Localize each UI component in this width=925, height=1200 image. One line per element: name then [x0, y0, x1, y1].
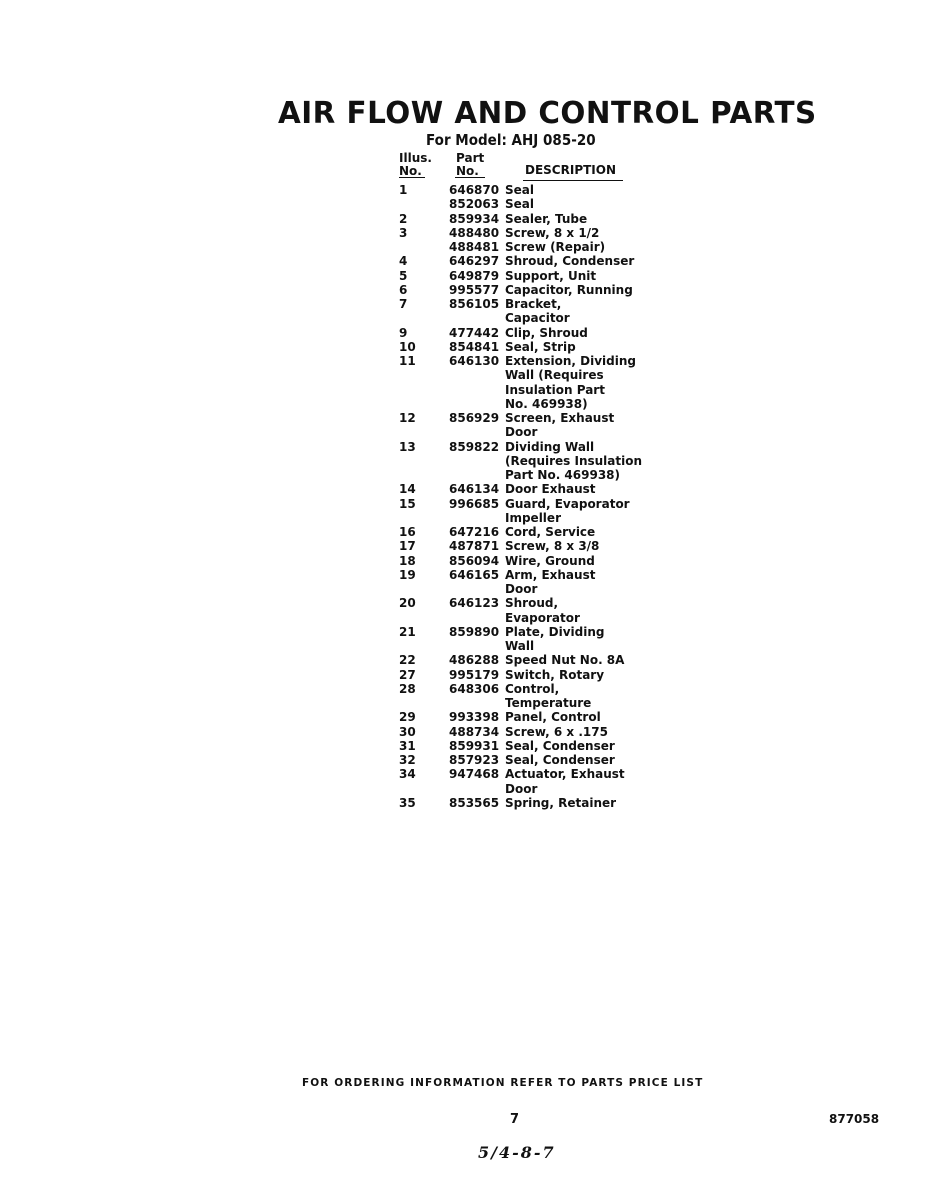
- illus-number: 32: [399, 753, 416, 767]
- description-line: Support, Unit: [505, 268, 597, 283]
- description-line: Screen, Exhaust: [505, 411, 615, 425]
- part-description: [505, 226, 639, 240]
- part-number: 852063: [449, 197, 500, 212]
- description-line: Screw (Repair): [505, 240, 606, 254]
- table-row: [399, 269, 639, 283]
- description-line: Wire, Ground: [505, 553, 595, 568]
- illus-number: 3: [399, 225, 408, 240]
- description-line: Bracket,: [505, 297, 562, 311]
- description-line: Spring, Retainer: [505, 795, 617, 810]
- table-row: [399, 411, 639, 440]
- illus-number: 17: [399, 539, 416, 554]
- parts-table: [399, 183, 643, 810]
- description-line: Temperature: [505, 696, 592, 710]
- illus-number: 30: [399, 724, 416, 739]
- table-row: [399, 682, 639, 711]
- model-subtitle: For Model: AHJ 085-20: [426, 131, 596, 149]
- part-number: 854841: [449, 339, 500, 354]
- table-row: [399, 254, 639, 268]
- part-number: 488480: [449, 225, 500, 240]
- illus-number: 35: [399, 795, 416, 810]
- illus-number: [399, 240, 449, 254]
- table-row: [399, 596, 639, 625]
- illus-number: 15: [399, 496, 416, 511]
- description-line: Screw, 8 x 1/2: [505, 225, 600, 240]
- table-row: [399, 354, 639, 411]
- description-line: Door: [505, 781, 538, 796]
- description-line: Door: [505, 425, 538, 440]
- description-line: Dividing Wall: [505, 439, 595, 454]
- part-description: [505, 283, 639, 297]
- description-line: Insulation Part: [505, 382, 605, 397]
- part-description: [505, 625, 639, 654]
- part-no-header: Part No.: [456, 151, 485, 178]
- part-number: 649879: [449, 268, 500, 283]
- table-row: [399, 625, 639, 654]
- table-row: [399, 554, 639, 568]
- illus-number: 34: [399, 767, 416, 782]
- part-description: [505, 767, 639, 796]
- part-description: [505, 796, 639, 810]
- part-description: [505, 725, 639, 739]
- table-row: [399, 439, 643, 483]
- illus-number: 22: [399, 653, 416, 668]
- description-line: Speed Nut No. 8A: [505, 653, 625, 668]
- table-row: [399, 197, 639, 211]
- table-row: [399, 226, 639, 240]
- handwritten-note: 5/4-8-7: [478, 1143, 556, 1162]
- header-underline-description: [523, 180, 623, 181]
- description-line: Evaporator: [505, 610, 580, 625]
- part-number: 648306: [449, 681, 500, 696]
- illus-number: 10: [399, 339, 416, 354]
- part-number: 486288: [449, 653, 500, 668]
- part-number: 856105: [449, 297, 500, 311]
- header-underline-part: [455, 177, 485, 178]
- table-row: [399, 796, 639, 810]
- part-description: [505, 340, 639, 354]
- description-line: Door: [505, 582, 538, 596]
- description-line: Sealer, Tube: [505, 211, 588, 226]
- description-line: Control,: [505, 681, 560, 696]
- part-number: 947468: [449, 767, 500, 782]
- document-number: 877058: [829, 1112, 880, 1126]
- part-description: [505, 682, 639, 711]
- illus-number: 11: [399, 354, 416, 368]
- page-title: AIR FLOW AND CONTROL PARTS: [278, 96, 817, 131]
- description-line: Capacitor: [505, 311, 570, 326]
- table-row: [399, 710, 639, 724]
- table-row: [399, 767, 639, 796]
- part-description: [505, 354, 639, 411]
- table-row: [399, 539, 639, 553]
- table-row: [399, 497, 639, 526]
- table-row: [399, 283, 639, 297]
- illus-number: 14: [399, 482, 416, 497]
- illus-number: 12: [399, 411, 416, 425]
- illus-number: 31: [399, 738, 416, 753]
- description-line: Switch, Rotary: [505, 667, 605, 682]
- part-description: [505, 297, 639, 326]
- part-description: [505, 596, 639, 625]
- part-description: [505, 710, 639, 724]
- illus-number: 16: [399, 525, 416, 539]
- description-line: Cord, Service: [505, 525, 596, 539]
- part-description: [505, 668, 639, 682]
- description-line: No. 469938): [505, 396, 588, 411]
- part-number: 993398: [449, 710, 500, 725]
- description-line: Door Exhaust: [505, 482, 596, 497]
- illus-number: 20: [399, 596, 416, 611]
- part-number: 857923: [449, 753, 500, 767]
- table-row: [399, 340, 639, 354]
- part-description: [505, 197, 639, 211]
- table-row: [399, 739, 639, 753]
- table-row: [399, 753, 639, 767]
- part-number: 488734: [449, 724, 500, 739]
- part-number: 995577: [449, 282, 500, 297]
- description-line: Wall (Requires: [505, 368, 604, 383]
- part-description: [505, 653, 639, 667]
- description-line: Screw, 8 x 3/8: [505, 539, 600, 554]
- table-row: [399, 568, 639, 597]
- description-line: Seal, Condenser: [505, 753, 615, 767]
- part-number: 856094: [449, 553, 500, 568]
- header-underline-illus: [399, 177, 425, 178]
- part-description: [505, 497, 639, 526]
- description-line: Impeller: [505, 510, 561, 525]
- table-row: [399, 212, 639, 226]
- part-number: 859890: [449, 624, 500, 639]
- description-line: Seal: [505, 197, 534, 212]
- part-number: 996685: [449, 496, 500, 511]
- ordering-footer: FOR ORDERING INFORMATION REFER TO PARTS PRICE LIST: [302, 1077, 704, 1089]
- part-number: 646123: [449, 596, 500, 611]
- illus-number: 29: [399, 710, 416, 725]
- table-row: [399, 525, 639, 539]
- illus-number: 28: [399, 681, 416, 696]
- illus-number: 13: [399, 439, 416, 454]
- part-number: 859822: [449, 439, 500, 454]
- illus-number: [399, 197, 449, 211]
- description-line: Screw, 6 x .175: [505, 724, 608, 739]
- description-line: Clip, Shroud: [505, 325, 588, 340]
- description-line: Capacitor, Running: [505, 282, 633, 297]
- part-number: 646165: [449, 567, 500, 582]
- part-description: [505, 411, 639, 440]
- illus-number: 19: [399, 567, 416, 582]
- part-number: 646870: [449, 183, 500, 197]
- description-line: Seal, Strip: [505, 339, 576, 354]
- description-line: Panel, Control: [505, 710, 601, 725]
- part-description: [505, 482, 639, 496]
- description-line: Seal, Condenser: [505, 738, 615, 753]
- description-line: Shroud,: [505, 596, 559, 611]
- part-number: 646130: [449, 354, 500, 368]
- part-number: 646297: [449, 254, 500, 269]
- part-description: [505, 254, 639, 268]
- part-number: 647216: [449, 525, 500, 539]
- part-description: [505, 326, 639, 340]
- description-line: Shroud, Condenser: [505, 254, 635, 269]
- part-description: [505, 212, 639, 226]
- illus-number: 27: [399, 667, 416, 682]
- illus-number: 9: [399, 325, 408, 340]
- part-description: [505, 240, 639, 254]
- illus-number: 2: [399, 211, 408, 226]
- part-description: [505, 440, 642, 483]
- table-row: [399, 326, 639, 340]
- description-line: Plate, Dividing: [505, 624, 605, 639]
- part-number: 477442: [449, 325, 500, 340]
- illus-number: 7: [399, 297, 408, 311]
- part-number: 487871: [449, 539, 500, 554]
- part-description: [505, 568, 639, 597]
- part-number: 856929: [449, 411, 500, 425]
- description-line: (Requires Insulation: [505, 453, 643, 468]
- part-number: 488481: [449, 240, 500, 254]
- illus-number: 6: [399, 282, 408, 297]
- table-row: [399, 183, 639, 197]
- part-number: 646134: [449, 482, 500, 497]
- illus-number: 4: [399, 254, 408, 269]
- description-line: Seal: [505, 183, 534, 197]
- description-line: Wall: [505, 639, 535, 653]
- description-header: DESCRIPTION: [525, 163, 617, 177]
- illus-no-header: Illus. No.: [399, 151, 432, 178]
- illus-number: 18: [399, 553, 416, 568]
- part-description: [505, 753, 639, 767]
- table-row: [399, 668, 639, 682]
- part-description: [505, 183, 639, 197]
- description-line: Extension, Dividing: [505, 354, 636, 368]
- part-description: [505, 525, 639, 539]
- illus-number: 21: [399, 624, 416, 639]
- illus-number: 1: [399, 183, 408, 197]
- page-number: 7: [510, 1112, 520, 1127]
- description-line: Part No. 469938): [505, 468, 621, 482]
- part-number: 853565: [449, 795, 500, 810]
- part-description: [505, 554, 639, 568]
- description-line: Actuator, Exhaust: [505, 767, 625, 782]
- part-number: 859934: [449, 211, 500, 226]
- illus-number: 5: [399, 268, 408, 283]
- table-row: [399, 297, 639, 326]
- table-row: [399, 653, 639, 667]
- table-row: [399, 482, 639, 496]
- description-line: Arm, Exhaust: [505, 567, 596, 582]
- part-number: 859931: [449, 738, 500, 753]
- part-description: [505, 739, 639, 753]
- description-line: Guard, Evaporator: [505, 496, 630, 511]
- table-row: [399, 240, 639, 254]
- part-description: [505, 269, 639, 283]
- part-description: [505, 539, 639, 553]
- part-number: 995179: [449, 667, 500, 682]
- table-row: [399, 725, 639, 739]
